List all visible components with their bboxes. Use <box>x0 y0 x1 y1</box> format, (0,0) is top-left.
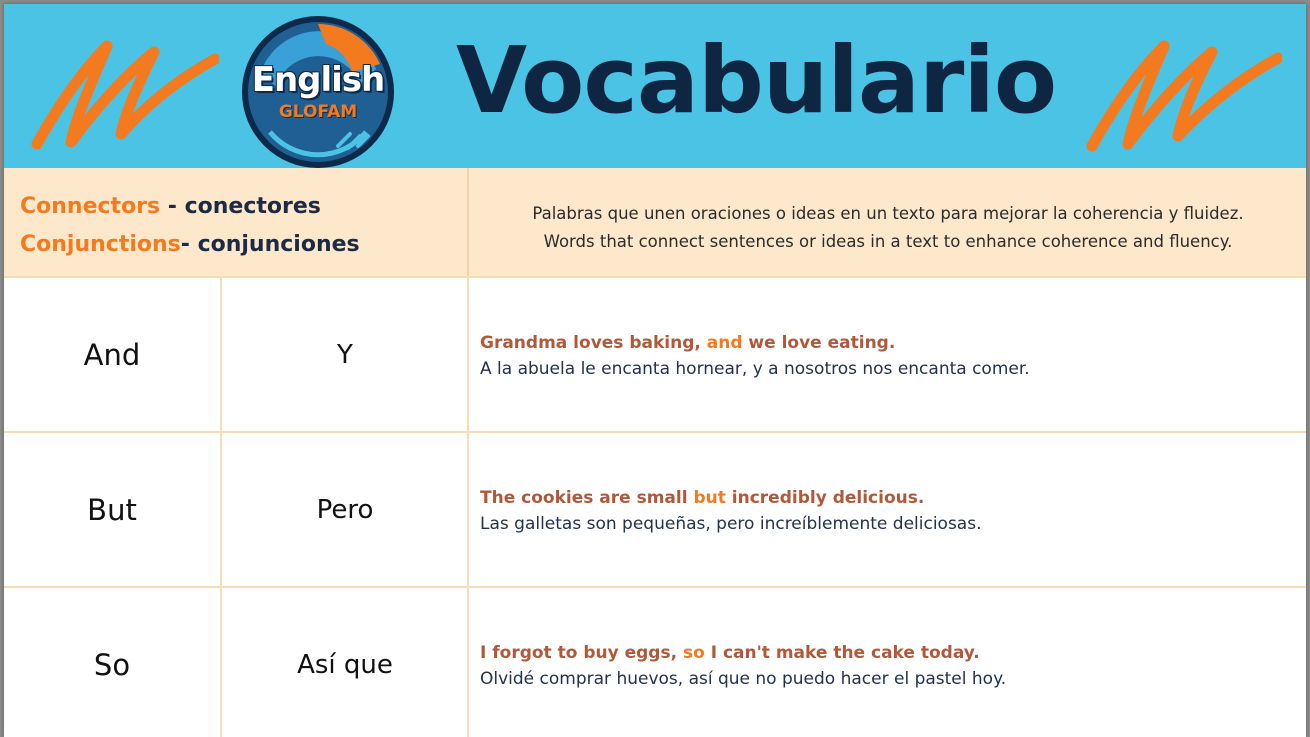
example-english <box>480 640 1280 666</box>
scribble-decoration-left <box>29 34 219 149</box>
table-row <box>4 586 1306 737</box>
conjunctions-en: Conjunctions <box>20 232 181 257</box>
word-english: And <box>83 338 141 372</box>
logo-word: English <box>251 60 385 100</box>
example-en-connector: and <box>706 333 743 353</box>
example-en-end: we love eating. <box>742 333 896 353</box>
intro-divider <box>467 168 469 276</box>
example-en-start: The cookies are small <box>480 488 694 508</box>
english-glofam-logo <box>240 14 396 170</box>
conjunctions-line <box>20 226 460 264</box>
word-english: So <box>93 648 131 682</box>
conjunctions-es: conjunciones <box>197 232 360 257</box>
example-block <box>480 640 1280 692</box>
conjunctions-sep: - <box>180 232 198 257</box>
word-spanish: Así que <box>297 650 393 680</box>
vocabulary-sheet <box>4 4 1306 737</box>
example-block <box>480 330 1280 382</box>
example-spanish: Las galletas son pequeñas, pero increíblemente deliciosas. <box>480 514 982 534</box>
example-en-connector: but <box>693 488 726 508</box>
word-spanish: Y <box>337 340 353 370</box>
example-spanish: Olvidé comprar huevos, así que no puedo hacer el pastel hoy. <box>480 669 1007 689</box>
intro-row <box>4 168 1306 276</box>
page-title: Vocabulario <box>456 27 1057 134</box>
example-english <box>480 330 1280 356</box>
example-en-connector: so <box>682 643 705 663</box>
category-description <box>470 200 1306 256</box>
description-es: Palabras que unen oraciones o ideas en un texto para mejorar la coherencia y fluidez. <box>532 204 1244 223</box>
category-heading <box>20 188 460 264</box>
word-spanish: Pero <box>316 495 374 525</box>
connectors-es: conectores <box>184 194 321 219</box>
example-en-start: I forgot to buy eggs, <box>480 643 683 663</box>
example-english <box>480 485 1280 511</box>
example-en-start: Grandma loves baking, <box>480 333 707 353</box>
word-english: But <box>87 493 137 527</box>
table-row <box>4 431 1306 586</box>
vocabulary-table <box>4 276 1306 737</box>
logo-subtitle: GLOFAM <box>278 102 358 122</box>
connectors-en: Connectors <box>20 194 161 219</box>
description-en: Words that connect sentences or ideas in a text to enhance coherence and fluency. <box>543 232 1233 251</box>
example-en-end: I can't make the cake today. <box>704 643 980 663</box>
example-spanish: A la abuela le encanta hornear, y a nosotros nos encanta comer. <box>480 359 1030 379</box>
table-row <box>4 276 1306 431</box>
scribble-decoration-right <box>1082 34 1282 152</box>
example-block <box>480 485 1280 537</box>
connectors-line <box>20 188 460 226</box>
example-en-end: incredibly delicious. <box>725 488 925 508</box>
header-banner <box>4 4 1306 168</box>
connectors-sep: - <box>160 194 185 219</box>
